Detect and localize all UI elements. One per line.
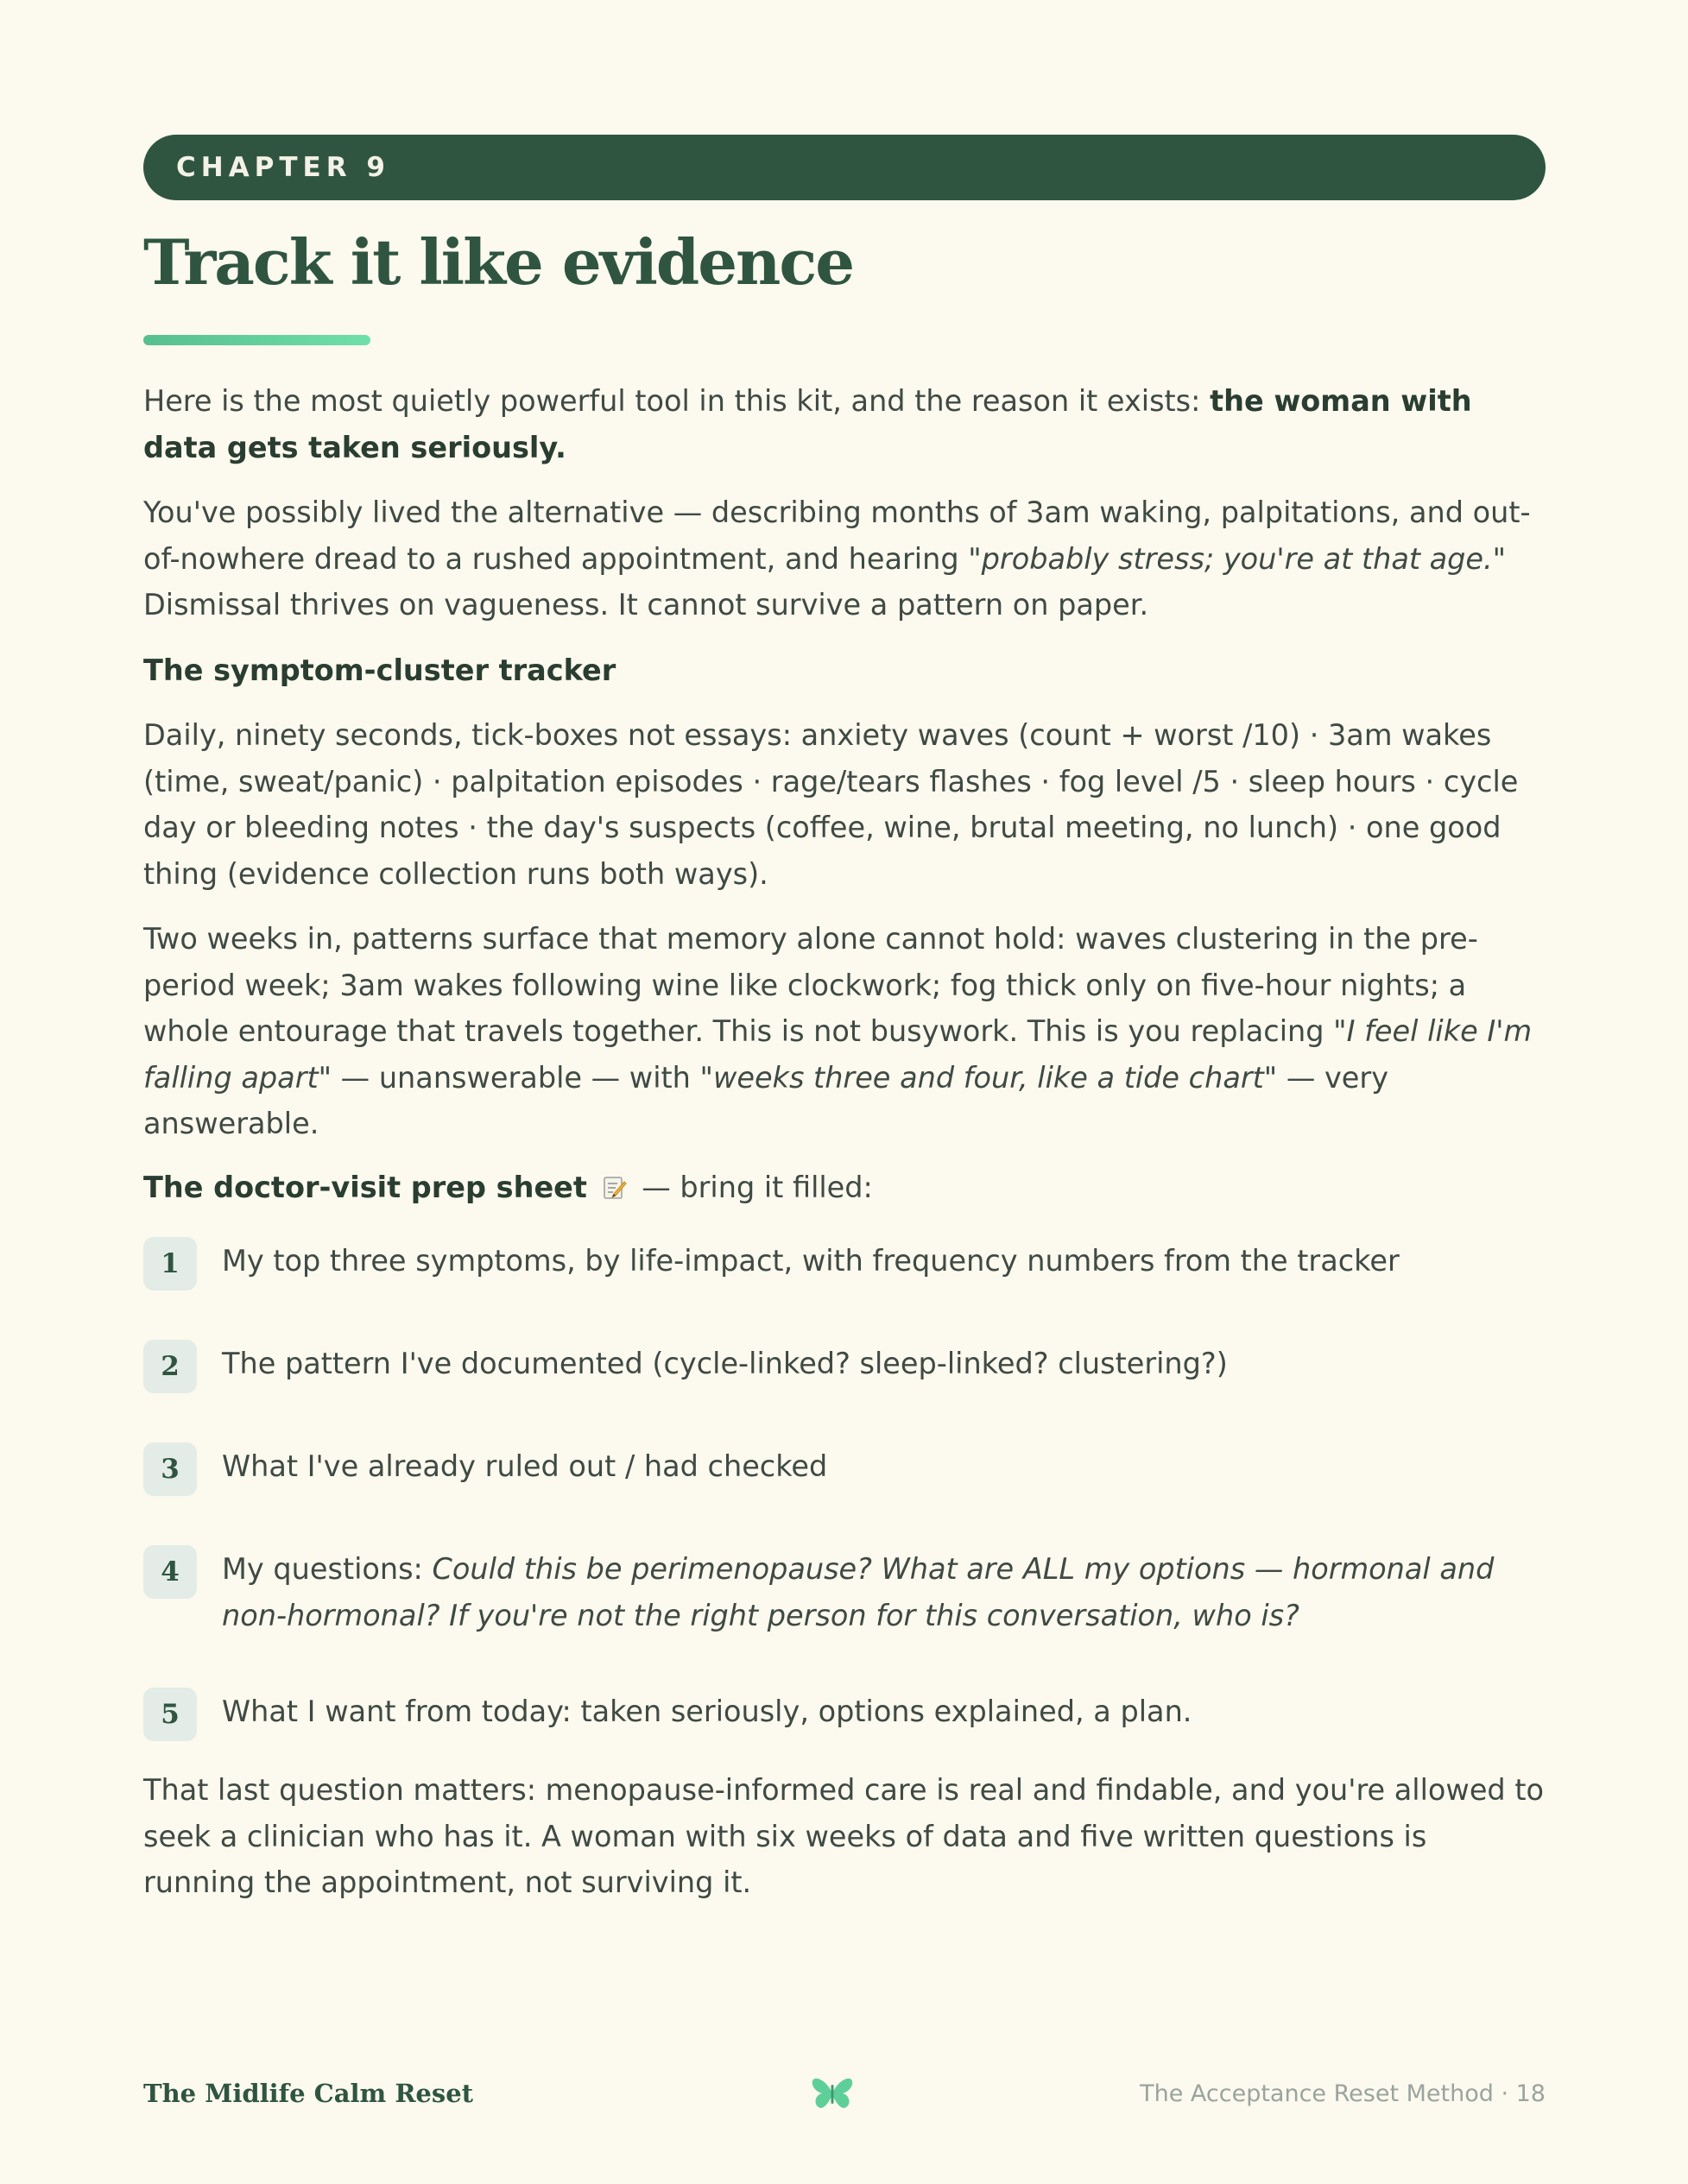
alternative-paragraph	[143, 489, 1546, 628]
tracker-heading: The symptom-cluster tracker	[143, 653, 616, 687]
item-text-italic: Could this be perimenopause? What are ALL my options — hormonal and non-hormonal? If you're not the right person for this conversation, who is?	[222, 1552, 1495, 1632]
item-text	[222, 1544, 1546, 1638]
footer-book-title: The Midlife Calm Reset	[143, 2079, 474, 2108]
item-number: 3	[143, 1442, 197, 1496]
item-text-plain: My questions:	[222, 1552, 433, 1586]
list-item	[143, 1236, 1546, 1291]
patterns-paragraph	[143, 916, 1546, 1147]
patterns-text-3: — very answerable.	[143, 1060, 1389, 1140]
item-text: The pattern I've documented (cycle-linked? sleep-linked? clustering?)	[222, 1347, 1228, 1380]
patterns-text-1: Two weeks in, patterns surface that memory alone cannot hold: waves clustering in the pre-period week; 3am wakes following wine like clockwork; fog thick only on five-hour nights; a whole entourage that travels together. This is not busywork. This is you replacing	[143, 922, 1478, 1048]
footer-section-page: The Acceptance Reset Method · 18	[1140, 2080, 1546, 2107]
list-item	[143, 1339, 1546, 1393]
page-footer	[143, 2072, 1546, 2115]
closing-paragraph: That last question matters: menopause-informed care is real and findable, and you're allowed to seek a clinician who has it. A woman with six weeks of data and five written questions is running the appointment, not surviving it.	[143, 1773, 1544, 1899]
intro-paragraph	[143, 378, 1546, 470]
alternative-quote: "probably stress; you're at that age."	[968, 541, 1507, 576]
butterfly-icon	[810, 2076, 855, 2111]
item-number: 1	[143, 1237, 197, 1291]
list-item	[143, 1442, 1546, 1496]
item-text: My top three symptoms, by life-impact, with frequency numbers from the tracker	[222, 1244, 1400, 1278]
prep-list	[143, 1236, 1546, 1741]
patterns-quote-1: "I feel like I'm falling apart"	[143, 1014, 1533, 1095]
list-item	[143, 1544, 1546, 1638]
prep-sheet-intro	[143, 1165, 1546, 1211]
memo-pencil-icon	[602, 1175, 628, 1201]
item-number: 4	[143, 1545, 197, 1599]
alternative-text-1: You've possibly lived the alternative — describing months of 3am waking, palpitations, and out-of-nowhere dread to a rushed appointment, and hearing	[143, 496, 1531, 576]
intro-text: Here is the most quietly powerful tool in this kit, and the reason it exists:	[143, 384, 1211, 418]
prep-sheet-suffix: — bring it filled:	[642, 1170, 873, 1204]
item-text: What I've already ruled out / had checked	[222, 1449, 828, 1483]
chapter-label: CHAPTER 9	[176, 152, 390, 183]
intro-bold: the woman with data gets taken seriously.	[143, 384, 1472, 464]
item-text: What I want from today: taken seriously, options explained, a plan.	[222, 1695, 1192, 1728]
page-content	[143, 135, 1546, 1906]
page-title: Track it like evidence	[143, 225, 854, 299]
item-number: 5	[143, 1688, 197, 1741]
patterns-text-2: — unanswerable — with	[332, 1060, 700, 1095]
item-number: 2	[143, 1340, 197, 1393]
tracker-paragraph: Daily, ninety seconds, tick-boxes not essays: anxiety waves (count + worst /10) · 3am wakes (time, sweat/panic) · palpitation episodes · rage/tears flashes · fog level /5 · sleep hours · cycle day or bleeding notes · the day's suspects (coffee, wine, brutal meeting, no lunch) · one good thing (evidence collection runs both ways).	[143, 718, 1519, 891]
prep-sheet-heading: The doctor-visit prep sheet	[143, 1170, 587, 1204]
list-item	[143, 1687, 1546, 1741]
chapter-badge	[143, 135, 1546, 200]
title-underline	[143, 335, 370, 345]
alternative-text-2: Dismissal thrives on vagueness. It cannot survive a pattern on paper.	[143, 588, 1149, 622]
patterns-quote-2: "weeks three and four, like a tide chart"	[699, 1060, 1278, 1095]
